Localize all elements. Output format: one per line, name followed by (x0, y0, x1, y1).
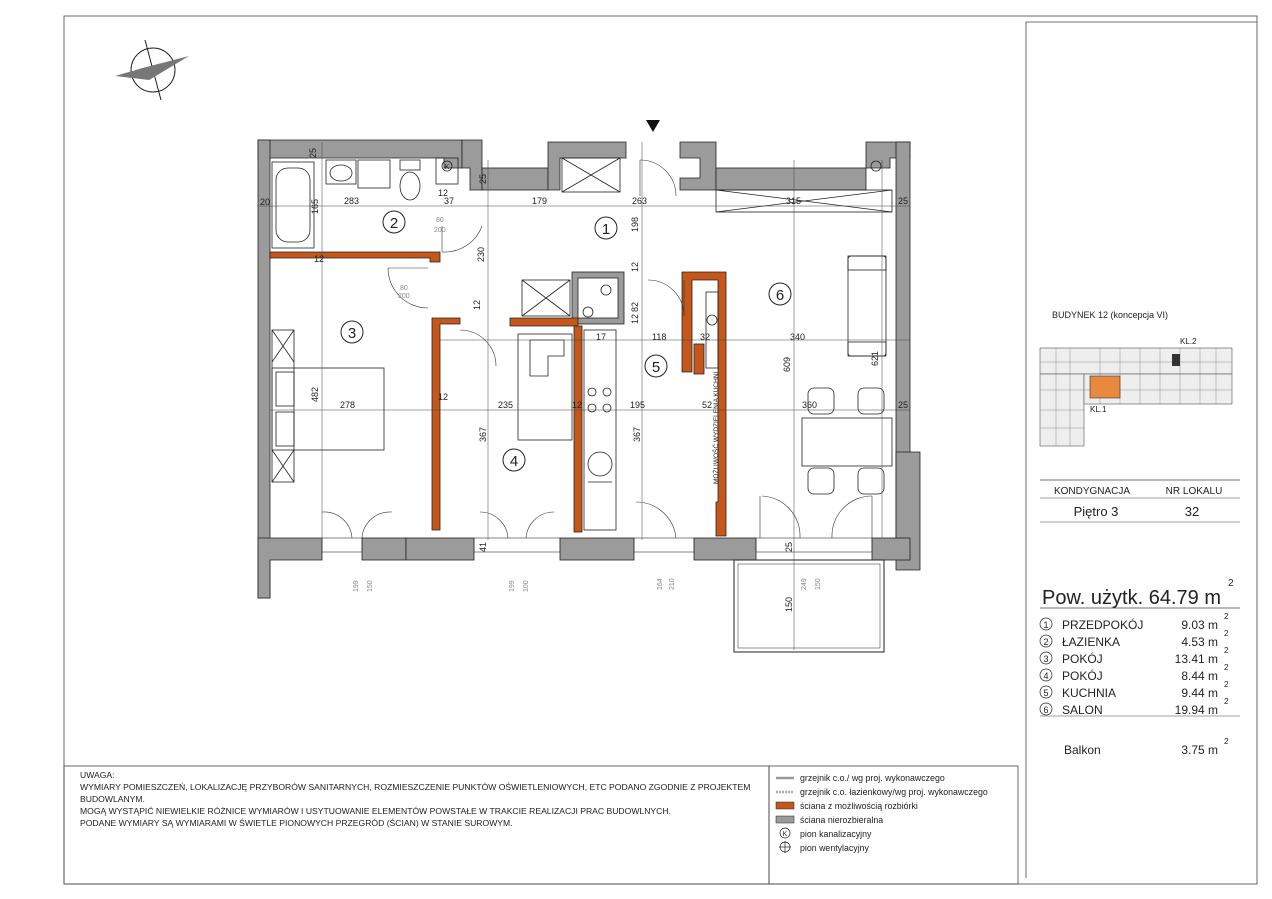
dim-label: 621 (870, 350, 880, 366)
legend-label: grzejnik c.o. łazienkowy/wg proj. wykonawczego (800, 787, 988, 797)
balcony-row (1064, 737, 1229, 757)
notes-line: PODANE WYMIARY SĄ WYMIARAMI W ŚWIETLE PIONOWYCH PRZEGRÓD (ŚCIAN) W STANIE SUROWYM. (80, 818, 513, 828)
balcony-area: 3.75 m (1181, 743, 1218, 757)
dim-label: 17 (596, 332, 607, 342)
balcony-sup: 2 (1224, 737, 1229, 746)
balcony-label: Balkon (1064, 743, 1101, 757)
room-list-sup: 2 (1224, 680, 1229, 689)
dim-label: 12 (314, 254, 325, 264)
room-list-sup: 2 (1224, 646, 1229, 655)
room-number-5: 5 (651, 359, 661, 376)
dim-label: 80 (400, 285, 408, 292)
legend-label: ściana z możliwością rozbiórki (800, 801, 918, 811)
room-list-item (1040, 629, 1229, 649)
dim-label: 235 (498, 400, 514, 410)
building-label: BUDYNEK 12 (koncepcja VI) (1052, 310, 1169, 320)
dim-label: 12 (438, 188, 449, 198)
dim-label: 179 (532, 196, 548, 206)
legend-item (780, 828, 872, 839)
dim-label: 150 (367, 580, 374, 592)
notes-block (80, 770, 750, 828)
riser-symbol-text: K (782, 831, 788, 838)
key-plan (1040, 310, 1232, 446)
room-number-4: 4 (509, 453, 519, 470)
dim-label: 150 (815, 578, 822, 590)
dim-label: 367 (632, 426, 642, 442)
dim-label: 41 (478, 541, 488, 552)
usable-area-label: Pow. użytk. 64.79 m (1042, 587, 1221, 609)
entrance-marker-icon (646, 120, 660, 132)
legend (776, 773, 988, 853)
dim-label: 12 (572, 400, 583, 410)
dim-label: 32 (700, 332, 711, 342)
legend-label: pion kanalizacyjny (800, 829, 872, 839)
notes-line: BUDOWLANYM. (80, 794, 145, 804)
room-number-1: 1 (601, 221, 611, 238)
room-list-num: 5 (1043, 688, 1049, 698)
legend-item (776, 773, 945, 783)
room-list-num: 3 (1043, 654, 1049, 664)
room-number-3: 3 (347, 325, 357, 342)
room-list-name: POKÓJ (1062, 669, 1103, 683)
dim-label: 199 (509, 580, 516, 592)
room-number-2: 2 (389, 215, 399, 232)
room-list-area: 4.53 m (1181, 635, 1218, 649)
dim-label: 80 (436, 217, 444, 224)
room-list-item (1040, 646, 1229, 666)
toilet-icon (400, 172, 420, 200)
room-list-item (1040, 663, 1229, 683)
dim-label: 482 (310, 386, 320, 402)
dim-label: 165 (310, 198, 320, 214)
legend-item (776, 787, 988, 797)
removable-walls (270, 252, 726, 536)
kitchen-counter-icon (584, 330, 616, 530)
dim-label: 52 (702, 400, 713, 410)
room-list-area: 9.44 m (1181, 686, 1218, 700)
structural-wall-swatch (776, 816, 794, 823)
dim-label: 249 (801, 578, 808, 590)
notes-line: MOGĄ WYSTĄPIĆ NIEWIELKIE RÓŻNICE WYMIARÓW I USYTUOWANIE ELEMENTÓW POWSTAŁE W TRAKCIE REALIZACJI PRAC BUDOWLNYCH. (80, 806, 671, 816)
room-list-area: 8.44 m (1181, 669, 1218, 683)
room-list-sup: 2 (1224, 629, 1229, 638)
dim-label: 25 (898, 400, 909, 410)
dim-label: 82 (630, 301, 640, 312)
room-number-6: 6 (775, 287, 785, 304)
dim-label: 367 (478, 426, 488, 442)
dim-label: 100 (523, 580, 530, 592)
room-list-area: 19.94 m (1174, 703, 1218, 717)
dim-label: 195 (630, 400, 646, 410)
legend-item (779, 841, 870, 853)
dim-label: 315 (786, 196, 802, 206)
room-list-sup: 2 (1224, 612, 1229, 621)
dim-label: 278 (340, 400, 356, 410)
dim-label: 198 (630, 216, 640, 232)
dim-label: 263 (632, 196, 648, 206)
legend-item (776, 815, 883, 825)
dim-label: 118 (652, 332, 667, 342)
notes-line: WYMIARY POMIESZCZEŃ, LOKALIZACJĘ PRZYBORÓW SANITARNYCH, ROZMIESZCZENIE PUNKTÓW OŚWIETLENIOWYCH, ETC PODANO ZGODNIE Z PROJEKTEM (80, 782, 751, 792)
washbasin-icon (326, 160, 356, 184)
dim-label: 25 (898, 196, 909, 206)
balcony-outline (734, 560, 884, 652)
dim-label: 210 (669, 578, 676, 590)
dining-table-icon (802, 418, 892, 466)
room-list (1040, 612, 1229, 757)
room-list-num: 2 (1043, 637, 1049, 647)
unit-highlight (1090, 376, 1120, 398)
usable-area-sup: 2 (1228, 578, 1234, 589)
room-list-item (1040, 612, 1229, 632)
room-list-name: KUCHNIA (1062, 686, 1117, 700)
sofa-icon (848, 256, 886, 356)
dim-label: 25 (784, 541, 794, 552)
legend-label: grzejnik c.o./ wg proj. wykonawczego (800, 773, 945, 783)
room-list-area: 9.03 m (1181, 618, 1218, 632)
unit-header: NR LOKALU (1165, 486, 1223, 497)
dim-label: 199 (353, 580, 360, 592)
room-list-num: 6 (1043, 705, 1049, 715)
dim-label: 200 (398, 293, 410, 300)
legend-label: pion wentylacyjny (800, 843, 869, 853)
riser-symbol-text: K (444, 164, 450, 171)
legend-label: ściana nierozbieralna (800, 815, 884, 825)
dim-label: 25 (308, 147, 318, 158)
room-list-name: POKÓJ (1062, 652, 1103, 666)
dim-label: 283 (344, 196, 360, 206)
room-list-item (1040, 697, 1229, 717)
dim-label: 12 (438, 392, 449, 402)
sink-icon (588, 452, 612, 476)
kitchen-note: MOŻLIWOŚĆ WYDZIELENIA KUCHNI (713, 371, 720, 484)
dim-label: 230 (476, 246, 486, 262)
floor-value: Piętro 3 (1073, 504, 1119, 519)
dim-label: 340 (790, 332, 806, 342)
room-list-name: PRZEDPOKÓJ (1062, 618, 1144, 632)
notes-title: UWAGA: (80, 770, 115, 780)
stair-label-kl1: KL.1 (1090, 405, 1107, 414)
bed-icon (272, 368, 384, 450)
dim-label: 200 (434, 227, 446, 234)
bathtub-icon (272, 162, 314, 248)
room-list-name: SALON (1062, 703, 1103, 717)
room-list-num: 4 (1043, 671, 1049, 681)
structural-walls (258, 140, 920, 598)
removable-wall-swatch (776, 802, 794, 809)
room-list-sup: 2 (1224, 663, 1229, 672)
dim-label: 25 (478, 173, 488, 184)
room-list-item (1040, 680, 1229, 700)
room-list-sup: 2 (1224, 697, 1229, 706)
unit-value: 32 (1184, 504, 1200, 519)
north-arrow-icon (115, 40, 189, 100)
room-list-area: 13.41 m (1174, 652, 1218, 666)
stair-label-kl2: KL.2 (1180, 337, 1197, 346)
dim-label: 12 (472, 299, 482, 310)
dim-label: 12 (630, 313, 640, 324)
dim-label: 20 (260, 197, 271, 207)
legend-item (776, 801, 918, 811)
dim-label: 12 (630, 261, 640, 272)
floor-header: KONDYGNACJA (1053, 486, 1131, 497)
room-list-num: 1 (1043, 620, 1049, 630)
dim-label: 37 (444, 196, 455, 206)
dim-label: 164 (657, 578, 664, 590)
room-list-name: ŁAZIENKA (1062, 635, 1121, 649)
dim-label: 150 (784, 596, 794, 612)
dim-label: 360 (802, 400, 818, 410)
washing-machine-icon (358, 160, 390, 188)
dim-label: 609 (782, 356, 792, 372)
